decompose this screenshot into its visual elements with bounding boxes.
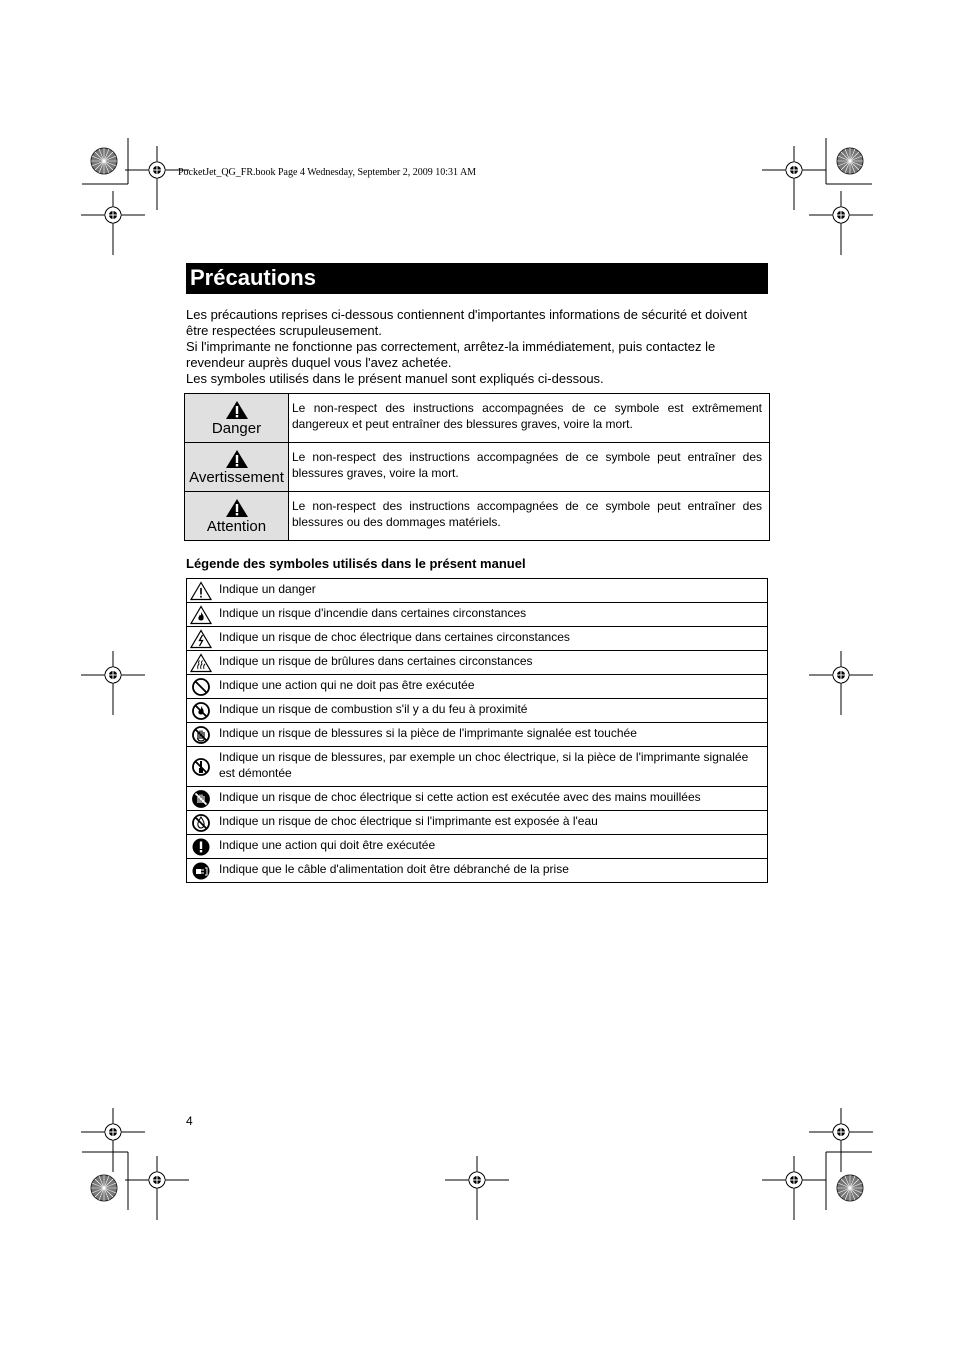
mandatory-action-icon	[191, 837, 211, 857]
danger-triangle-icon	[190, 581, 212, 601]
legend-icon-cell	[187, 787, 215, 811]
legend-text: Indique un risque de choc électrique dans certaines circonstances	[214, 627, 768, 651]
warning-triangle-icon	[225, 498, 249, 518]
fire-triangle-icon	[190, 605, 212, 625]
legend-row	[187, 579, 768, 603]
legend-icon-cell	[187, 835, 215, 859]
legend-row	[187, 651, 768, 675]
legend-row	[187, 859, 768, 883]
legend-text: Indique un risque de blessures si la pièce de l'imprimante signalée est touchée	[214, 723, 768, 747]
legend-text: Indique que le câble d'alimentation doit être débranché de la prise	[214, 859, 768, 883]
legend-row	[187, 787, 768, 811]
legend-icon-cell	[187, 747, 215, 787]
page-title-bar	[186, 263, 768, 294]
severity-description: Le non-respect des instructions accompagnées de ce symbole est extrêmement dangereux et peut entraîner des blessures graves, voire la mort.	[289, 394, 770, 443]
legend-text: Indique un risque de blessures, par exemple un choc électrique, si la pièce de l'imprimante signalée est démontée	[214, 747, 768, 787]
intro-paragraph-1: Les précautions reprises ci-dessous contiennent d'importantes informations de sécurité et doivent être respectées scrupuleusement.	[186, 307, 748, 338]
intro-paragraph-3: Les symboles utilisés dans le présent manuel sont expliqués ci-dessous.	[186, 371, 604, 386]
electric-shock-triangle-icon	[190, 629, 212, 649]
no-wet-hands-icon	[191, 789, 211, 809]
legend-text: Indique une action qui ne doit pas être exécutée	[214, 675, 768, 699]
legend-title: Légende des symboles utilisés dans le présent manuel	[186, 556, 526, 571]
legend-text: Indique un danger	[214, 579, 768, 603]
legend-row	[187, 699, 768, 723]
severity-row-caution	[185, 492, 770, 541]
legend-icon-cell	[187, 811, 215, 835]
legend-text: Indique une action qui doit être exécutée	[214, 835, 768, 859]
legend-text: Indique un risque de choc électrique si l'imprimante est exposée à l'eau	[214, 811, 768, 835]
intro-paragraph-2: Si l'imprimante ne fonctionne pas correctement, arrêtez-la immédiatement, puis contactez le revendeur auprès duquel vous l'avez achetée.	[186, 339, 716, 370]
legend-text: Indique un risque d'incendie dans certaines circonstances	[214, 603, 768, 627]
legend-text: Indique un risque de combustion s'il y a du feu à proximité	[214, 699, 768, 723]
severity-row-warning	[185, 443, 770, 492]
no-fire-icon	[191, 701, 211, 721]
legend-row	[187, 627, 768, 651]
legend-text: Indique un risque de choc électrique si cette action est exécutée avec des mains mouillées	[214, 787, 768, 811]
severity-row-danger	[185, 394, 770, 443]
legend-icon-cell	[187, 723, 215, 747]
legend-row	[187, 723, 768, 747]
severity-label-cell	[185, 394, 289, 443]
legend-row	[187, 675, 768, 699]
legend-row	[187, 811, 768, 835]
burn-triangle-icon	[190, 653, 212, 673]
legend-icon-cell	[187, 675, 215, 699]
warning-triangle-icon	[225, 400, 249, 420]
legend-icon-cell	[187, 579, 215, 603]
severity-label-cell	[185, 443, 289, 492]
no-water-icon	[191, 813, 211, 833]
prohibited-icon	[191, 677, 211, 697]
page-number: 4	[186, 1114, 193, 1128]
warning-triangle-icon	[225, 449, 249, 469]
no-touch-icon	[191, 725, 211, 745]
legend-icon-cell	[187, 627, 215, 651]
legend-row	[187, 835, 768, 859]
legend-text: Indique un risque de brûlures dans certaines circonstances	[214, 651, 768, 675]
legend-icon-cell	[187, 651, 215, 675]
file-info-header: PocketJet_QG_FR.book Page 4 Wednesday, September 2, 2009 10:31 AM	[178, 167, 477, 178]
severity-label: Danger	[211, 420, 262, 437]
legend-icon-cell	[187, 859, 215, 883]
severity-label: Attention	[206, 518, 267, 535]
severity-description: Le non-respect des instructions accompagnées de ce symbole peut entraîner des blessures graves, voire la mort.	[289, 443, 770, 492]
legend-row	[187, 747, 768, 787]
no-disassembly-icon	[191, 757, 211, 777]
severity-label: Avertissement	[189, 469, 284, 486]
unplug-icon	[191, 861, 211, 881]
severity-label-cell	[185, 492, 289, 541]
legend-icon-cell	[187, 603, 215, 627]
severity-table	[184, 393, 770, 541]
page-title: Précautions	[190, 265, 316, 290]
intro-text	[186, 307, 768, 387]
legend-table	[186, 578, 768, 883]
legend-row	[187, 603, 768, 627]
legend-icon-cell	[187, 699, 215, 723]
severity-description: Le non-respect des instructions accompagnées de ce symbole peut entraîner des blessures ou des dommages matériels.	[289, 492, 770, 541]
